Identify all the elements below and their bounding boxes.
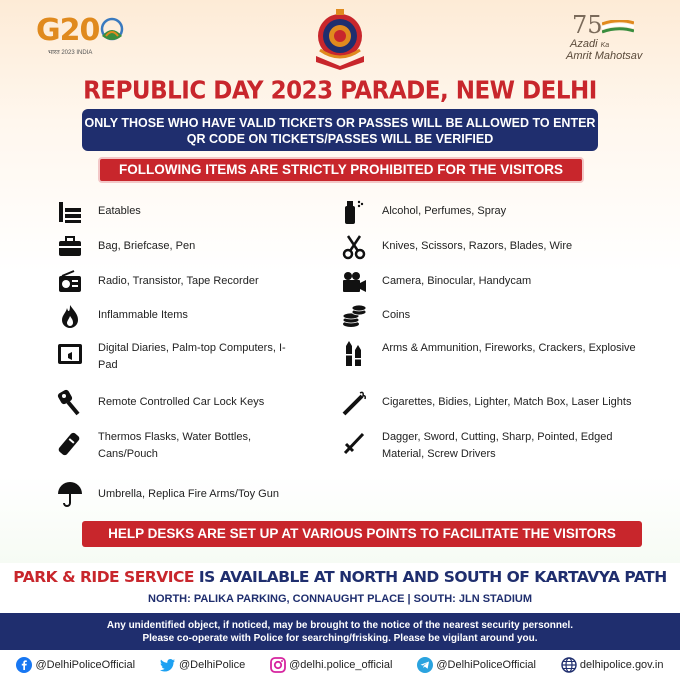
entry-notice-line2: QR CODE ON TICKETS/PASSES WILL BE VERIFIED bbox=[186, 132, 494, 146]
list-item bbox=[56, 198, 298, 226]
briefcase-icon bbox=[56, 233, 84, 261]
park-ride-subtitle: NORTH: PALIKA PARKING, CONNAUGHT PLACE | SOUTH: JLN STADIUM bbox=[148, 593, 532, 605]
item-label: Umbrella, Replica Fire Arms/Toy Gun bbox=[98, 488, 279, 500]
prohibited-heading: FOLLOWING ITEMS ARE STRICTLY PROHIBITED FOR THE VISITORS bbox=[98, 157, 584, 183]
item-label: Camera, Binocular, Handycam bbox=[382, 275, 532, 287]
website-url: delhipolice.gov.in bbox=[579, 659, 664, 671]
list-item bbox=[56, 302, 298, 330]
g20-text: G20 bbox=[36, 13, 100, 48]
ammunition-icon bbox=[340, 340, 368, 368]
aka-line2: Amrit Mahotsav bbox=[566, 50, 643, 62]
item-label: Coins bbox=[382, 309, 411, 321]
instagram-icon bbox=[270, 657, 286, 673]
list-item bbox=[340, 429, 652, 463]
list-item bbox=[56, 480, 298, 508]
page-title: REPUBLIC DAY 2023 PARADE, NEW DELHI bbox=[83, 76, 597, 106]
instagram-handle: @delhi.police_official bbox=[289, 659, 393, 671]
g20-logo bbox=[36, 13, 131, 64]
azadi-ka-amrit-mahotsav-logo bbox=[566, 11, 662, 70]
list-item bbox=[340, 302, 652, 330]
aka-line1 bbox=[570, 38, 662, 50]
website-link[interactable] bbox=[561, 657, 664, 673]
tricolor-flag-icon bbox=[602, 20, 634, 34]
list-item bbox=[340, 198, 652, 226]
item-label: Remote Controlled Car Lock Keys bbox=[98, 396, 265, 408]
eatables-icon bbox=[56, 198, 84, 226]
list-item bbox=[340, 233, 652, 261]
item-label: Dagger, Sword, Cutting, Sharp, Pointed, Edged Material, Screw Drivers bbox=[382, 431, 613, 460]
entry-notice-line1: ONLY THOSE WHO HAVE VALID TICKETS OR PASSES WILL BE ALLOWED TO ENTER bbox=[84, 116, 596, 130]
umbrella-icon bbox=[56, 480, 84, 508]
delhi-police-emblem-icon bbox=[308, 6, 372, 72]
telegram-handle: @DelhiPoliceOfficial bbox=[436, 659, 536, 671]
item-label: Radio, Transistor, Tape Recorder bbox=[98, 275, 259, 287]
item-label: Knives, Scissors, Razors, Blades, Wire bbox=[382, 240, 573, 252]
instagram-link[interactable] bbox=[270, 657, 392, 673]
twitter-link[interactable] bbox=[160, 657, 245, 673]
twitter-icon bbox=[160, 657, 176, 673]
security-notice-line2: Please co-operate with Police for searching/frisking. Please be vigilant around you. bbox=[142, 633, 538, 644]
park-ride-title bbox=[0, 568, 680, 586]
globe-icon bbox=[561, 657, 577, 673]
item-label: Bag, Briefcase, Pen bbox=[98, 240, 196, 252]
entry-notice-box bbox=[82, 109, 598, 151]
list-item bbox=[56, 340, 298, 374]
coins-icon bbox=[340, 302, 368, 330]
g20-subtext: भारत 2023 INDIA bbox=[48, 50, 93, 56]
item-label: Alcohol, Perfumes, Spray bbox=[382, 205, 507, 217]
list-item bbox=[56, 268, 298, 296]
telegram-link[interactable] bbox=[417, 657, 536, 673]
facebook-handle: @DelhiPoliceOfficial bbox=[35, 659, 136, 671]
twitter-handle: @DelhiPolice bbox=[179, 659, 246, 671]
lotus-globe-icon bbox=[96, 16, 128, 46]
camera-icon bbox=[340, 268, 368, 296]
list-item bbox=[340, 340, 652, 368]
aka-number: 75 bbox=[572, 11, 603, 39]
park-ride-title-blue: IS AVAILABLE AT NORTH AND SOUTH OF KARTAVYA PATH bbox=[193, 568, 667, 586]
car-key-icon bbox=[56, 389, 84, 417]
park-ride-title-red: PARK & RIDE SERVICE bbox=[13, 568, 194, 586]
scissors-icon bbox=[340, 233, 368, 261]
dagger-icon bbox=[340, 429, 368, 457]
spray-bottle-icon bbox=[340, 198, 368, 226]
facebook-icon bbox=[16, 657, 32, 673]
item-label: Inflammable Items bbox=[98, 309, 188, 321]
radio-icon bbox=[56, 268, 84, 296]
cigarette-icon bbox=[340, 389, 368, 417]
security-notice bbox=[0, 613, 680, 650]
item-label: Cigarettes, Bidies, Lighter, Match Box, Laser Lights bbox=[382, 396, 632, 408]
tablet-icon bbox=[56, 340, 84, 368]
aka-azadi: Azadi bbox=[570, 38, 598, 50]
social-footer bbox=[0, 650, 680, 680]
list-item bbox=[56, 233, 298, 261]
item-label: Digital Diaries, Palm-top Computers, I-Pad bbox=[98, 342, 286, 371]
help-desk-banner: HELP DESKS ARE SET UP AT VARIOUS POINTS TO FACILITATE THE VISITORS bbox=[82, 521, 642, 547]
list-item bbox=[56, 429, 298, 463]
item-label: Arms & Ammunition, Fireworks, Crackers, Explosive bbox=[382, 342, 636, 354]
flame-icon bbox=[56, 302, 84, 330]
aka-ka: Ka bbox=[600, 42, 610, 49]
list-item bbox=[340, 389, 652, 417]
flask-icon bbox=[56, 429, 84, 457]
telegram-icon bbox=[417, 657, 433, 673]
item-label: Eatables bbox=[98, 205, 141, 217]
security-notice-line1: Any unidentified object, if noticed, may be brought to the notice of the nearest security personnel. bbox=[106, 620, 574, 631]
item-label: Thermos Flasks, Water Bottles, Cans/Pouch bbox=[98, 431, 252, 460]
list-item bbox=[340, 268, 652, 296]
list-item bbox=[56, 389, 298, 417]
facebook-link[interactable] bbox=[16, 657, 135, 673]
